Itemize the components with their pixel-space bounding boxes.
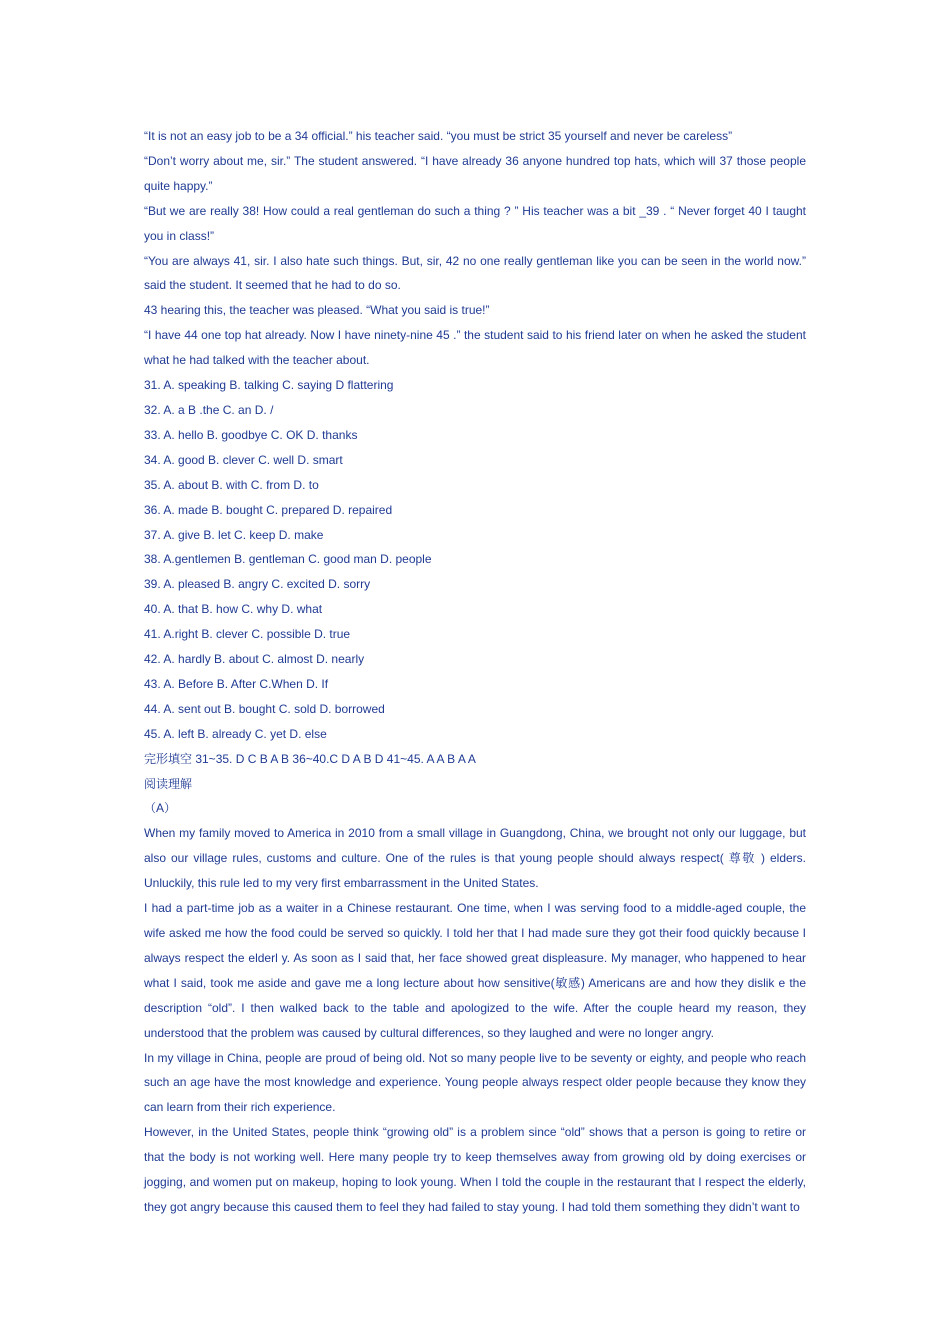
option-line-44: 44. A. sent out B. bought C. sold D. borrowed (144, 701, 385, 716)
cloze-paragraph: “It is not an easy job to be a 34 official.” his teacher said. “you must be strict 35 yourself and never be careless” (144, 129, 733, 143)
option-line-45: 45. A. left B. already C. yet D. else (144, 726, 327, 741)
option-line-41: 41. A.right B. clever C. possible D. true (144, 627, 351, 642)
cloze-paragraph: “I have 44 one top hat already. Now I have ninety-nine 45 .” the student said to his friend later on when he asked the student what he had talked with the teacher about. (144, 328, 806, 368)
reading-paragraph: When my family moved to America in 2010 from a small village in Guangdong, China, we brought not only our luggage, but also our village rules, customs and culture. One of the rules is that young people should always respect( 尊敬 ) elders. Unluckily, this rule led to my very first embarrassment in the United States. (144, 826, 806, 891)
cloze-passage (144, 124, 806, 373)
section-title: 阅读理解 (144, 776, 193, 791)
option-list (144, 373, 806, 747)
option-line-37: 37. A. give B. let C. keep D. make (144, 527, 324, 542)
option-line-35: 35. A. about B. with C. from D. to (144, 477, 319, 492)
reading-passage (144, 821, 806, 1220)
document-page (144, 124, 806, 1220)
option-line-39: 39. A. pleased B. angry C. excited D. sorry (144, 577, 371, 592)
option-line-33: 33. A. hello B. goodbye C. OK D. thanks (144, 427, 358, 442)
cloze-paragraph: “Don’t worry about me, sir.” The student answered. “I have already 36 anyone hundred top hats, which will 37 those people quite happy.” (144, 153, 806, 193)
reading-paragraph: However, in the United States, people think “growing old” is a problem since “old” shows that a person is going to retire or that the body is not working well. Here many people try to keep themselves away from growing old by doing exercises or jogging, and women put on makeup, hoping to look young. When I told the couple in the restaurant that I respect the elderly, they got angry because this caused them to feel they had failed to stay young. I had told them something they didn’t want to (144, 1125, 806, 1214)
option-line-38: 38. A.gentlemen B. gentleman C. good man D. people (144, 552, 432, 567)
option-line-31: 31. A. speaking B. talking C. saying D flattering (144, 378, 394, 393)
answer-key: 完形填空 31~35. D C B A B 36~40.C D A B D 41~45. A A B A A (144, 751, 476, 766)
reading-paragraph: I had a part-time job as a waiter in a Chinese restaurant. One time, when I was serving food to a middle-aged couple, the wife asked me how the food could be served so quickly. I told her that I had made sure they got their food quickly because I always respect the elderl y. As soon as I said that, her face showed great displeasure. My manager, who happened to hear what I said, took me aside and gave me a long lecture about how sensitive(敏感) Americans are and how they dislik e the description “old”. I then walked back to the table and apologized to the wife. After the couple heard my reason, they understood that the problem was caused by cultural differences, so they laughed and were no longer angry. (144, 901, 806, 1040)
option-line-40: 40. A. that B. how C. why D. what (144, 602, 323, 617)
option-line-34: 34. A. good B. clever C. well D. smart (144, 452, 343, 467)
option-line-43: 43. A. Before B. After C.When D. If (144, 676, 329, 691)
section-label: （A） (144, 801, 177, 816)
option-line-32: 32. A. a B .the C. an D. / (144, 402, 274, 417)
option-line-42: 42. A. hardly B. about C. almost D. nearly (144, 652, 365, 667)
cloze-paragraph: 43 hearing this, the teacher was pleased. “What you said is true!” (144, 303, 490, 318)
option-line-36: 36. A. made B. bought C. prepared D. repaired (144, 502, 393, 517)
cloze-paragraph: “You are always 41, sir. I also hate such things. But, sir, 42 no one really gentleman like you can be seen in the world now.” said the student. It seemed that he had to do so. (144, 253, 806, 293)
cloze-paragraph: “But we are really 38! How could a real gentleman do such a thing ? ” His teacher was a bit _39 . “ Never forget 40 I taught you in class!” (144, 203, 806, 243)
reading-paragraph: In my village in China, people are proud of being old. Not so many people live to be seventy or eighty, and people who reach such an age have the most knowledge and experience. Young people always respect older people because they know they can learn from their rich experience. (144, 1050, 806, 1115)
